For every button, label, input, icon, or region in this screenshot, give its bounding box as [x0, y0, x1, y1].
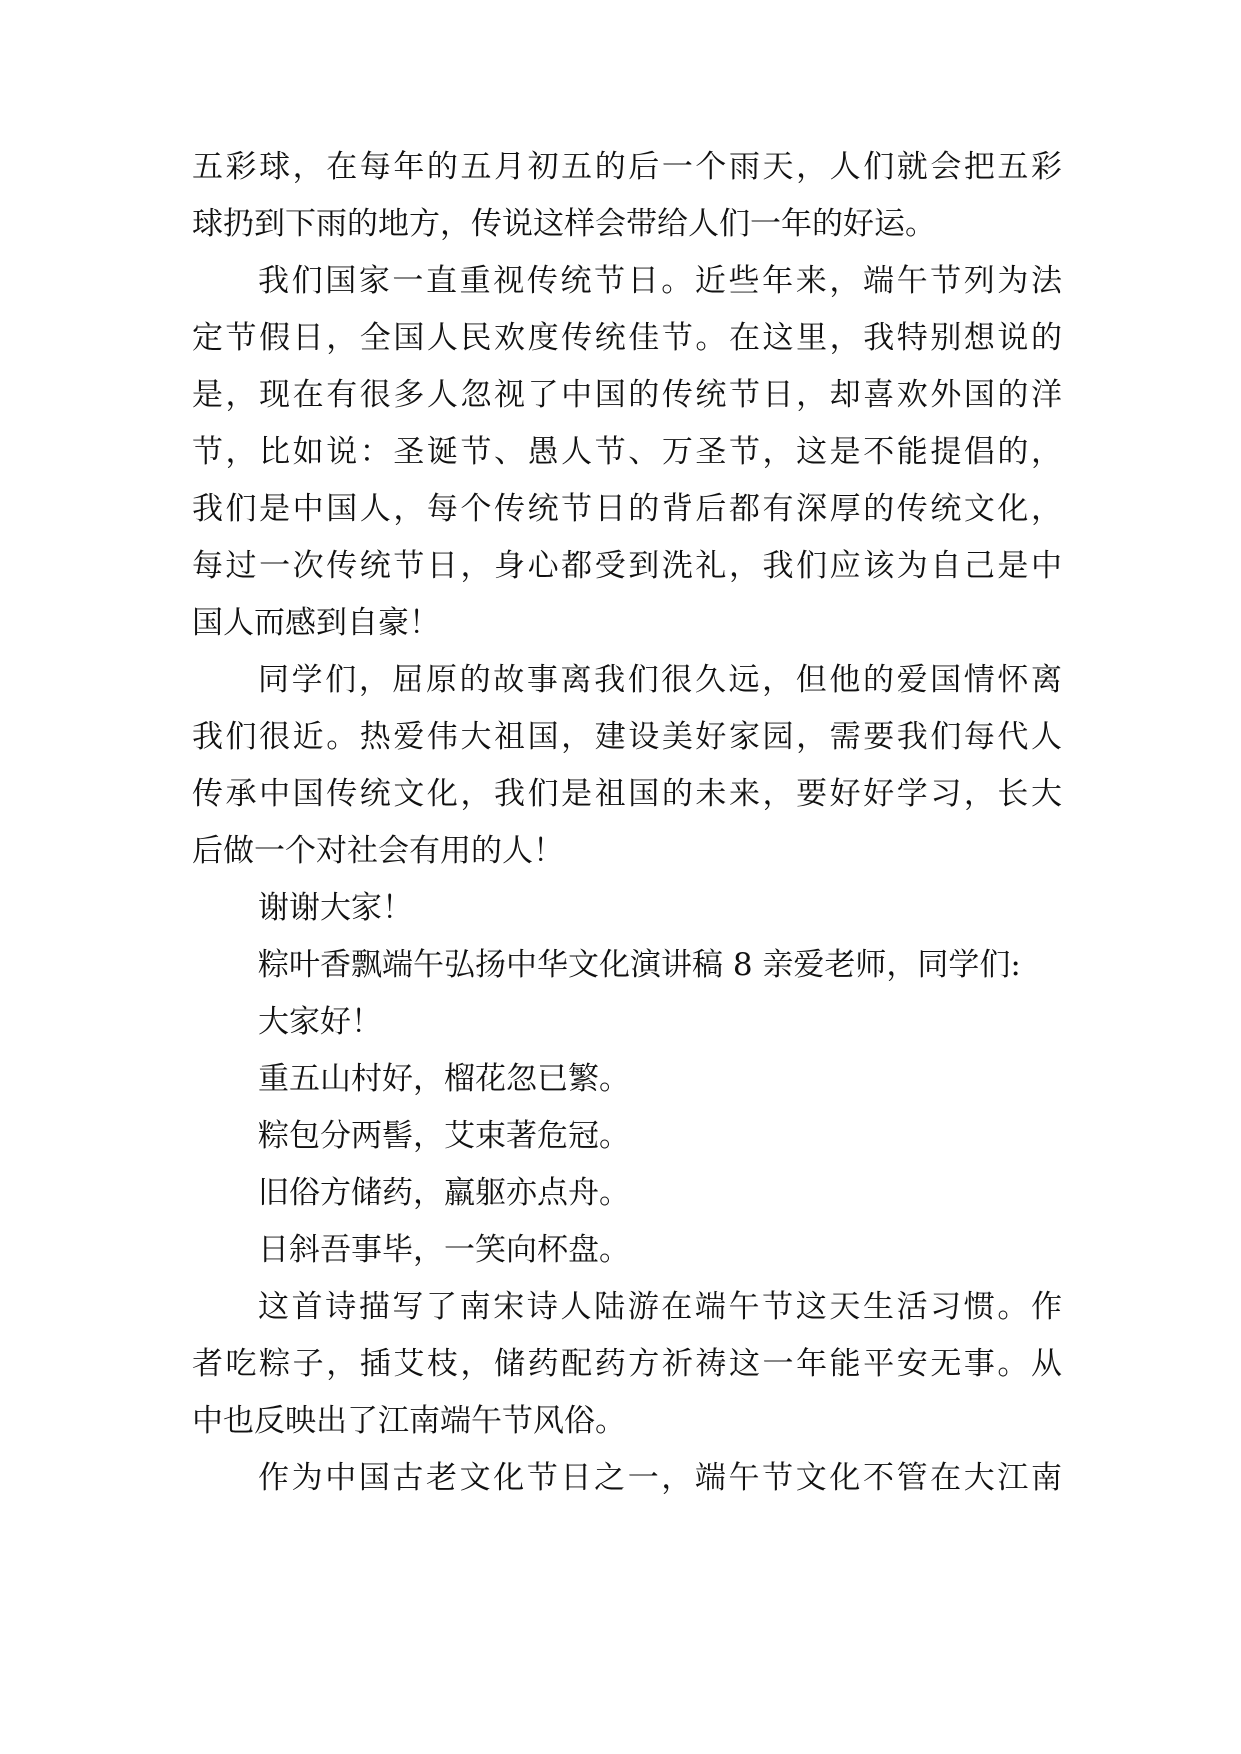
- text-line: 我们国家一直重视传统节日。近些年来，端午节列为法: [258, 263, 1062, 299]
- text-line: 我们是中国人，每个传统节日的背后都有深厚的传统文化，: [192, 491, 1062, 527]
- text-line: 大家好！: [258, 1004, 382, 1040]
- text-line: 定节假日，全国人民欢度传统佳节。在这里，我特别想说的: [192, 320, 1062, 356]
- text-line: 谢谢大家！: [258, 890, 413, 926]
- text-line: 作为中国古老文化节日之一，端午节文化不管在大江南: [258, 1460, 1062, 1496]
- text-line: 日斜吾事毕，一笑向杯盘。: [258, 1232, 630, 1268]
- text-line: 同学们，屈原的故事离我们很久远，但他的爱国情怀离: [258, 662, 1062, 698]
- text-line: 旧俗方储药，羸躯亦点舟。: [258, 1175, 630, 1211]
- text-line: 是，现在有很多人忽视了中国的传统节日，却喜欢外国的洋: [192, 377, 1062, 413]
- text-line: 中也反映出了江南端午节风俗。: [192, 1403, 626, 1439]
- text-line: 每过一次传统节日，身心都受到洗礼，我们应该为自己是中: [192, 548, 1062, 584]
- text-line: 球扔到下雨的地方，传说这样会带给人们一年的好运。: [192, 206, 936, 242]
- text-line: 国人而感到自豪！: [192, 605, 440, 641]
- text-line: 传承中国传统文化，我们是祖国的未来，要好好学习，长大: [192, 776, 1062, 812]
- text-line: 五彩球，在每年的五月初五的后一个雨天，人们就会把五彩: [192, 149, 1062, 185]
- text-line: 粽包分两髻，艾束著危冠。: [258, 1118, 630, 1154]
- text-line: 者吃粽子，插艾枝，储药配药方祈祷这一年能平安无事。从: [192, 1346, 1062, 1382]
- text-line: 我们很近。热爱伟大祖国，建设美好家园，需要我们每代人: [192, 719, 1062, 755]
- text-line: 粽叶香飘端午弘扬中华文化演讲稿 8 亲爱老师，同学们:: [258, 947, 1021, 983]
- text-line: 节，比如说：圣诞节、愚人节、万圣节，这是不能提倡的，: [192, 434, 1062, 470]
- text-line: 重五山村好，榴花忽已繁。: [258, 1061, 630, 1097]
- text-line: 这首诗描写了南宋诗人陆游在端午节这天生活习惯。作: [258, 1289, 1062, 1325]
- text-line: 后做一个对社会有用的人！: [192, 833, 564, 869]
